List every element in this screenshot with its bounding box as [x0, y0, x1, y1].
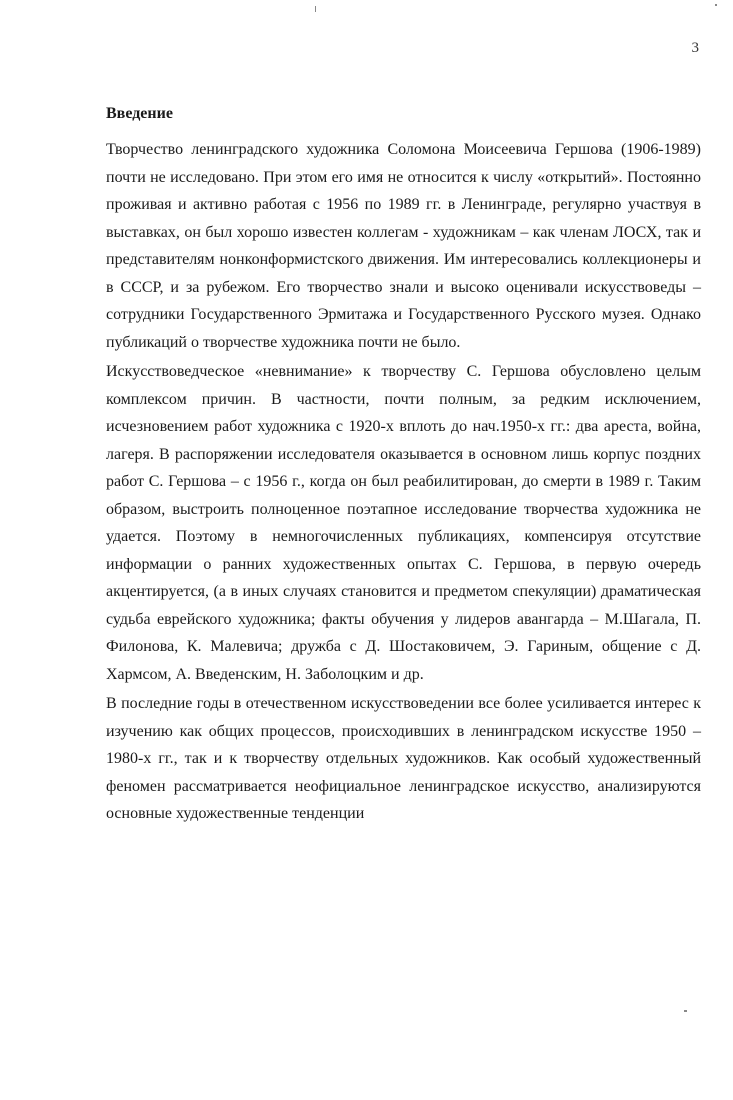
paragraph-2: Искусствоведческое «невнимание» к творчеству С. Гершова обусловлено целым комплексом причин. В частности, почти полным, за редким исключением, исчезновением работ художника с 1920-х вплоть до нач.1950-х гг.: два ареста, война, лагеря. В распоряжении исследователя оказывается в основном лишь корпус поздних работ С. Гершова – с 1956 г., когда он был реабилитирован, до смерти в 1989 г. Таким образом, выстроить полноценное поэтапное исследование творчества художника не удается. Поэтому в немногочисленных публикациях, компенсируя отсутствие информации о ранних художественных опытах С. Гершова, в первую очередь акцентируется, (а в иных случаях становится и предметом спекуляции) драматическая судьба еврейского художника; факты обучения у лидеров авангарда – М.Шагала, П. Филонова, К. Малевича; дружба с Д. Шостаковичем, Э. Гариным, общение с Д. Хармсом, А. Введенским, Н. Заболоцким и др. — [106, 363, 701, 683]
page-number: 3 — [691, 40, 699, 56]
paragraph-1: Творчество ленинградского художника Соломона Моисеевича Гершова (1906-1989) почти не исследовано. При этом его имя не относится к числу «открытий». Постоянно проживая и активно работая с 1956 по 1989 гг. в Ленинграде, регулярно участвуя в выставках, он был хорошо известен коллегам - художникам – как членам ЛОСХ, так и представителям нонконформистского движения. Им интересовались коллекционеры и в СССР, и за рубежом. Его творчество знали и высоко оценивали искусствоведы – сотрудники Государственного Эрмитажа и Государственного Русского музея. Однако публикаций о творчестве художника почти не было. — [106, 141, 701, 351]
section-heading: Введение — [106, 105, 173, 122]
paragraph-3: В последние годы в отечественном искусствоведении все более усиливается интерес к изучению как общих процессов, происходивших в ленинградском искусстве 1950 – 1980-х гг., так и к творчеству отдельных художников. Как особый художественный феномен рассматривается неофициальное ленинградское искусство, анализируются основные художественные тенденции — [106, 695, 701, 822]
scan-speck — [684, 1010, 687, 1012]
scan-speck — [715, 4, 717, 6]
document-body — [106, 104, 701, 830]
scan-speck — [315, 6, 316, 12]
